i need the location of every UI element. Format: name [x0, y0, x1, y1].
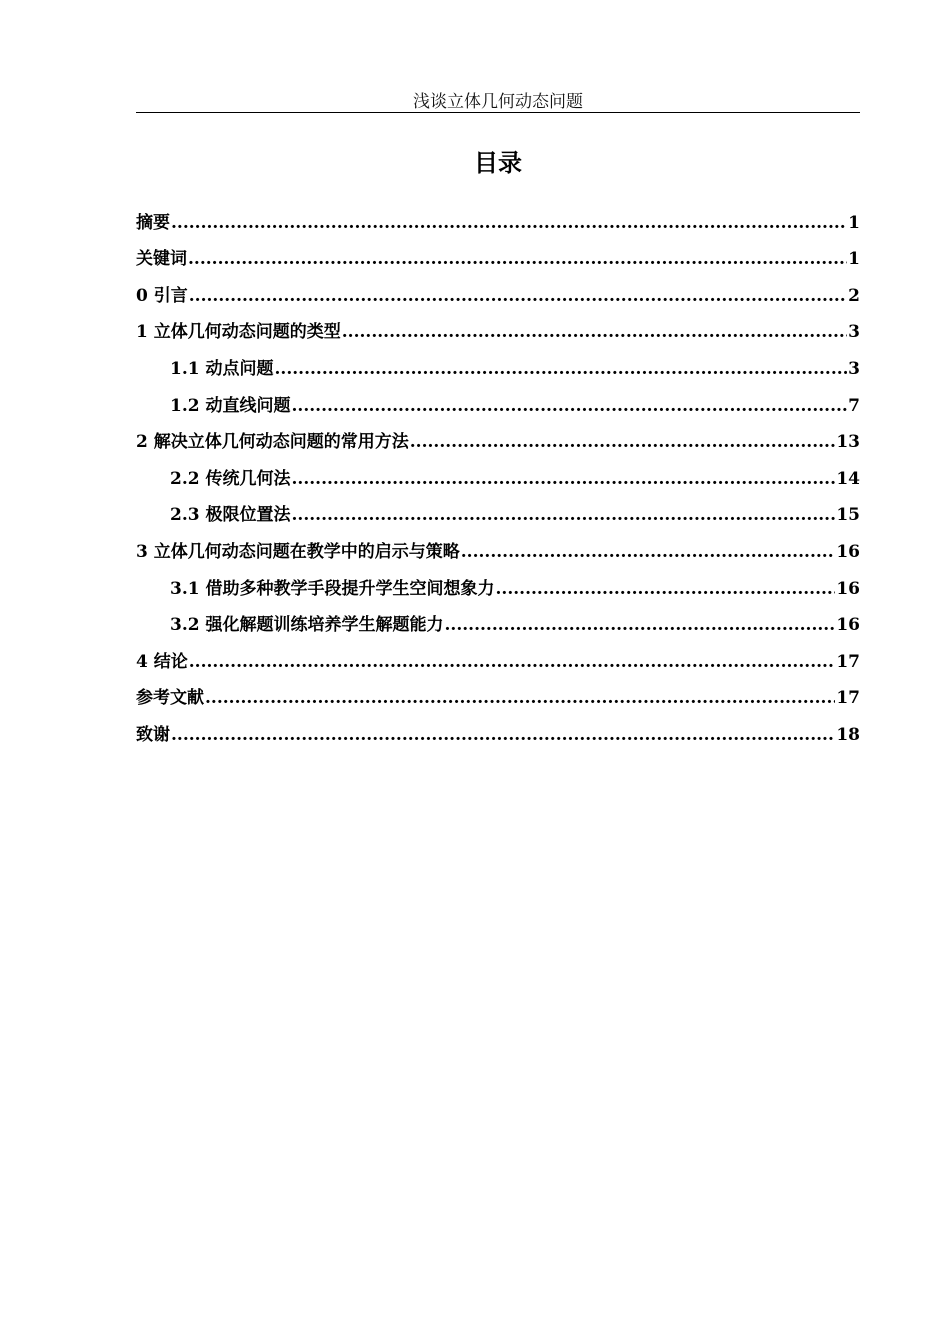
- table-of-contents: [136, 200, 860, 749]
- toc-leader-dots: [445, 615, 836, 635]
- toc-title: 目录: [474, 148, 522, 177]
- toc-leader-dots: [292, 469, 836, 489]
- toc-entry-label: 1.1 动点问题: [170, 358, 274, 379]
- toc-entry-page: 13: [836, 432, 860, 453]
- toc-entry-page: 2: [848, 285, 860, 306]
- toc-leader-dots: [171, 725, 835, 745]
- toc-entry-label: 3 立体几何动态问题在教学中的启示与策略: [136, 541, 460, 562]
- toc-entry[interactable]: [136, 200, 860, 237]
- toc-entry-label: 摘要: [136, 212, 170, 233]
- toc-entry-label: 2.3 极限位置法: [170, 505, 291, 526]
- toc-entry[interactable]: [136, 310, 860, 347]
- toc-entry-label: 致谢: [136, 724, 170, 745]
- toc-entry-label: 1.2 动直线问题: [170, 395, 291, 416]
- toc-leader-dots: [496, 579, 836, 599]
- toc-entry-page: 15: [836, 505, 860, 526]
- toc-leader-dots: [171, 213, 847, 233]
- toc-leader-dots: [189, 652, 836, 672]
- toc-leader-dots: [461, 542, 836, 562]
- toc-leader-dots: [189, 286, 847, 306]
- toc-entry-page: 17: [836, 651, 860, 672]
- toc-leader-dots: [342, 322, 847, 342]
- toc-entry[interactable]: [136, 603, 860, 640]
- toc-entry[interactable]: [136, 493, 860, 530]
- toc-entry-label: 关键词: [136, 249, 187, 270]
- running-header: 浅谈立体几何动态问题: [413, 92, 583, 112]
- toc-entry-page: 1: [848, 212, 860, 233]
- toc-entry[interactable]: [136, 383, 860, 420]
- toc-leader-dots: [410, 432, 836, 452]
- toc-leader-dots: [205, 688, 835, 708]
- toc-entry-label: 2 解决立体几何动态问题的常用方法: [136, 432, 409, 453]
- toc-entry[interactable]: [136, 676, 860, 713]
- toc-entry[interactable]: [136, 346, 860, 383]
- toc-leader-dots: [292, 396, 848, 416]
- toc-entry[interactable]: [136, 456, 860, 493]
- toc-leader-dots: [275, 359, 848, 379]
- header-rule: [136, 112, 860, 113]
- toc-entry-page: 17: [836, 688, 860, 709]
- toc-entry-page: 16: [836, 615, 860, 636]
- toc-leader-dots: [188, 249, 847, 269]
- toc-entry-label: 4 结论: [136, 651, 188, 672]
- toc-entry-label: 1 立体几何动态问题的类型: [136, 322, 341, 343]
- toc-entry-label: 2.2 传统几何法: [170, 468, 291, 489]
- toc-entry-label: 3.2 强化解题训练培养学生解题能力: [170, 615, 444, 636]
- toc-entry[interactable]: [136, 529, 860, 566]
- toc-entry-page: 16: [836, 578, 860, 599]
- toc-entry-page: 3: [848, 358, 860, 379]
- toc-entry-label: 3.1 借助多种教学手段提升学生空间想象力: [170, 578, 495, 599]
- toc-entry-label: 参考文献: [136, 688, 204, 709]
- toc-entry-page: 16: [836, 541, 860, 562]
- toc-entry-page: 14: [836, 468, 860, 489]
- toc-entry[interactable]: [136, 639, 860, 676]
- toc-entry-page: 7: [848, 395, 860, 416]
- toc-entry[interactable]: [136, 420, 860, 457]
- toc-entry[interactable]: [136, 712, 860, 749]
- toc-entry-page: 1: [848, 249, 860, 270]
- toc-entry-page: 18: [836, 724, 860, 745]
- toc-leader-dots: [292, 505, 836, 525]
- toc-entry[interactable]: [136, 566, 860, 603]
- toc-entry-page: 3: [848, 322, 860, 343]
- toc-entry[interactable]: [136, 273, 860, 310]
- toc-entry-label: 0 引言: [136, 285, 188, 306]
- toc-entry[interactable]: [136, 237, 860, 274]
